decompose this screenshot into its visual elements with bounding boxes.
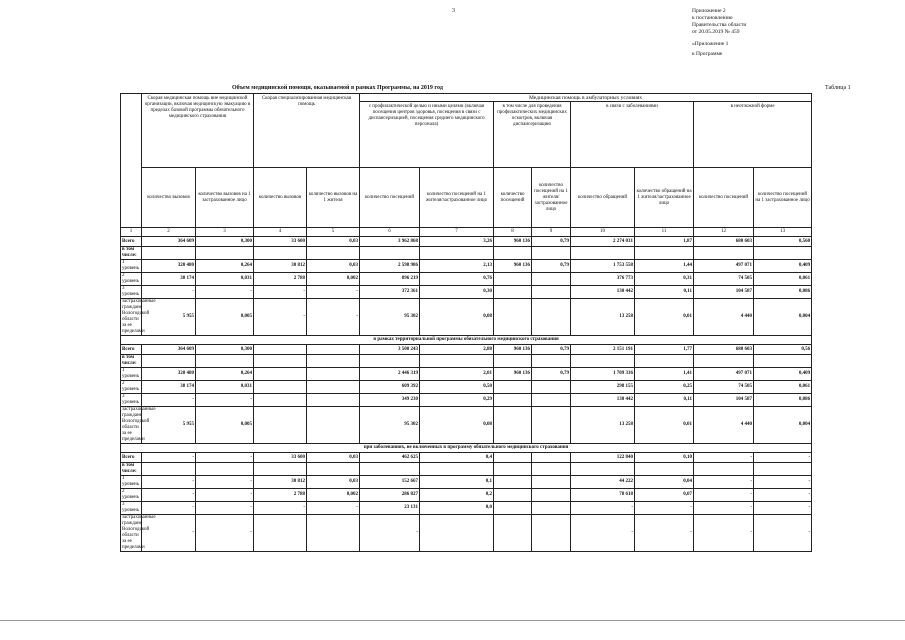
table-cell: 0,04 bbox=[635, 476, 694, 489]
row-label: 1 уровень bbox=[121, 476, 142, 489]
header-outpatient: Медицинская помощь в амбулаторных условиях bbox=[360, 94, 812, 102]
table-row bbox=[121, 394, 812, 407]
table-row bbox=[121, 273, 812, 286]
table-cell: - bbox=[754, 515, 812, 552]
table-cell: 0,002 bbox=[307, 489, 360, 502]
table-cell: 0,30 bbox=[420, 286, 494, 299]
table-cell bbox=[254, 463, 307, 476]
table-cell: 0,264 bbox=[196, 260, 254, 273]
table-cell bbox=[360, 355, 420, 368]
table-cell: 33 600 bbox=[254, 453, 307, 463]
column-number: 5 bbox=[307, 228, 360, 237]
subheader: количество вызовов bbox=[254, 168, 307, 228]
table-cell bbox=[360, 463, 420, 476]
column-number: 2 bbox=[142, 228, 196, 237]
table-cell: 376 773 bbox=[571, 273, 635, 286]
row-label: 2 уровень bbox=[121, 489, 142, 502]
table-cell: 0,4 bbox=[420, 453, 494, 463]
table-cell: 320 480 bbox=[142, 368, 196, 381]
table-cell: - bbox=[307, 299, 360, 336]
table-cell bbox=[532, 355, 571, 368]
table-cell: 364 609 bbox=[142, 237, 196, 247]
table-cell: 0,002 bbox=[307, 273, 360, 286]
header-specialized: Скорая специализированная медицинская помощь bbox=[254, 94, 360, 168]
table-number: Таблица 1 bbox=[825, 85, 851, 91]
table-cell bbox=[494, 299, 532, 336]
table-row bbox=[121, 237, 812, 247]
column-number: 9 bbox=[532, 228, 571, 237]
subheader: количество посещений на 1 жителя/застрахованное лицо bbox=[420, 168, 494, 228]
table-cell: 2,88 bbox=[420, 345, 494, 355]
subheader: количество посещений bbox=[694, 168, 754, 228]
table-cell bbox=[420, 355, 494, 368]
table-cell: 104 587 bbox=[694, 394, 754, 407]
table-cell: 104 587 bbox=[694, 286, 754, 299]
table-cell: - bbox=[307, 502, 360, 515]
row-label: 3 уровень bbox=[121, 502, 142, 515]
table-row bbox=[121, 286, 812, 299]
header-ambulance: Скорая медицинская помощь вне медицинской организации, включая медицинскую эвакуацию в пределах базовой программы обязательного медицинского страхования bbox=[142, 94, 254, 168]
appendix-line: Правительства области bbox=[692, 22, 747, 28]
table-cell: 30 812 bbox=[254, 476, 307, 489]
table-cell: 1 753 558 bbox=[571, 260, 635, 273]
table-cell: 896 219 bbox=[360, 273, 420, 286]
table-cell bbox=[142, 463, 196, 476]
column-number: 1 bbox=[121, 228, 142, 237]
table-cell bbox=[307, 463, 360, 476]
appendix-line: «Приложение 1 bbox=[692, 41, 729, 47]
table-cell: 44 222 bbox=[571, 476, 635, 489]
table-cell: 78 618 bbox=[571, 489, 635, 502]
appendix-block bbox=[692, 8, 746, 58]
table-cell: - bbox=[254, 286, 307, 299]
table-cell: - bbox=[635, 515, 694, 552]
table-cell: 130 442 bbox=[571, 394, 635, 407]
table-cell: 0,76 bbox=[420, 273, 494, 286]
row-label: Всего bbox=[121, 237, 142, 247]
column-number: 12 bbox=[694, 228, 754, 237]
table-cell: 0,10 bbox=[635, 453, 694, 463]
table-cell bbox=[494, 453, 532, 463]
document-title: Объем медицинской помощи, оказываемой в рамках Программы, на 2019 год bbox=[232, 85, 443, 91]
table-cell bbox=[142, 355, 196, 368]
table-cell: 0,560 bbox=[754, 237, 812, 247]
header-prof-exam: в том числе для проведения профилактических медицинских осмотров, включая диспансеризацию bbox=[494, 102, 571, 168]
table-cell: 0,25 bbox=[635, 381, 694, 394]
table-row bbox=[121, 515, 812, 552]
table-cell: 3 962 868 bbox=[360, 237, 420, 247]
table-cell: 0,1 bbox=[420, 476, 494, 489]
table-cell: 0,086 bbox=[754, 394, 812, 407]
table-row bbox=[121, 453, 812, 463]
table-cell: 130 442 bbox=[571, 286, 635, 299]
table-cell bbox=[494, 476, 532, 489]
table-cell: 13 258 bbox=[571, 299, 635, 336]
table-cell: 462 625 bbox=[360, 453, 420, 463]
table-cell: 298 155 bbox=[571, 381, 635, 394]
table-cell bbox=[494, 407, 532, 444]
table-cell bbox=[196, 355, 254, 368]
table-cell bbox=[694, 355, 754, 368]
table-row bbox=[121, 476, 812, 489]
table-cell: 3 500 243 bbox=[360, 345, 420, 355]
table-cell: 0,08 bbox=[420, 299, 494, 336]
table-cell bbox=[420, 463, 494, 476]
table-cell: 0,061 bbox=[754, 273, 812, 286]
row-label: в том числе: bbox=[121, 355, 142, 368]
table-cell bbox=[494, 489, 532, 502]
header-blank bbox=[121, 94, 142, 228]
table-cell bbox=[307, 355, 360, 368]
table-cell bbox=[307, 515, 360, 552]
table-cell bbox=[360, 247, 420, 260]
table-cell: 609 392 bbox=[360, 381, 420, 394]
table-cell bbox=[754, 355, 812, 368]
table-cell: 680 603 bbox=[694, 237, 754, 247]
table-cell bbox=[254, 345, 307, 355]
row-label: 2 уровень bbox=[121, 381, 142, 394]
table-cell: - bbox=[754, 489, 812, 502]
table-cell bbox=[254, 247, 307, 260]
column-number: 8 bbox=[494, 228, 532, 237]
table-cell: 0,29 bbox=[420, 394, 494, 407]
table-cell bbox=[494, 286, 532, 299]
table-cell bbox=[532, 299, 571, 336]
row-label: 3 уровень bbox=[121, 286, 142, 299]
table-cell: 1 709 336 bbox=[571, 368, 635, 381]
table-cell: - bbox=[754, 453, 812, 463]
section-heading: в рамках территориальной программы обязательного медицинского страхования bbox=[121, 336, 812, 345]
table-cell: 5 955 bbox=[142, 407, 196, 444]
table-cell bbox=[754, 247, 812, 260]
table-cell: 0,56 bbox=[754, 345, 812, 355]
table-cell: - bbox=[307, 286, 360, 299]
table-cell: 0,50 bbox=[420, 381, 494, 394]
table-cell: - bbox=[196, 453, 254, 463]
table-cell: - bbox=[196, 394, 254, 407]
table-cell bbox=[532, 381, 571, 394]
table-cell bbox=[532, 407, 571, 444]
table-cell: - bbox=[754, 476, 812, 489]
table-cell bbox=[635, 247, 694, 260]
table-cell: 2 788 bbox=[254, 489, 307, 502]
appendix-line: к Программе bbox=[692, 51, 723, 57]
section-heading: при заболеваниях, не включенных в программу обязательного медицинского страхования bbox=[121, 444, 812, 453]
table-cell bbox=[571, 247, 635, 260]
subheader: количество посещений на 1 жителя/застрахованное лицо bbox=[532, 168, 571, 228]
table-cell: - bbox=[694, 476, 754, 489]
table-cell: - bbox=[254, 502, 307, 515]
row-label: Всего bbox=[121, 453, 142, 463]
table-cell bbox=[307, 247, 360, 260]
table-cell: 0,01 bbox=[635, 407, 694, 444]
table-cell: 3,26 bbox=[420, 237, 494, 247]
table-cell: 74 505 bbox=[694, 381, 754, 394]
row-label: застрахованные граждане Вологодской области за ее пределами bbox=[122, 299, 156, 334]
table-cell: 1,44 bbox=[635, 260, 694, 273]
table-cell: 0,409 bbox=[754, 368, 812, 381]
table-cell: 30 812 bbox=[254, 260, 307, 273]
table-cell: 0,03 bbox=[307, 453, 360, 463]
table-cell: - bbox=[142, 394, 196, 407]
table-cell: 2 598 986 bbox=[360, 260, 420, 273]
table-cell: 23 131 bbox=[360, 502, 420, 515]
table-cell: 0,409 bbox=[754, 260, 812, 273]
table-cell: - bbox=[694, 453, 754, 463]
table-cell: 0,0 bbox=[420, 502, 494, 515]
table-cell: 0,300 bbox=[196, 237, 254, 247]
appendix-line: Приложение 2 bbox=[692, 8, 726, 14]
table-cell bbox=[307, 407, 360, 444]
table-cell: 320 480 bbox=[142, 260, 196, 273]
table-cell bbox=[754, 463, 812, 476]
table-cell: 4 440 bbox=[694, 299, 754, 336]
table-row bbox=[121, 368, 812, 381]
table-cell: 0,01 bbox=[635, 299, 694, 336]
table-cell bbox=[532, 247, 571, 260]
table-cell bbox=[694, 463, 754, 476]
table-cell: 286 827 bbox=[360, 489, 420, 502]
table-cell: 0,300 bbox=[196, 345, 254, 355]
table-cell: 0,03 bbox=[307, 237, 360, 247]
table-cell: 0,07 bbox=[635, 489, 694, 502]
table-cell bbox=[494, 381, 532, 394]
table-cell bbox=[196, 463, 254, 476]
subheader: количество вызовов на 1 жителя bbox=[307, 168, 360, 228]
table-cell: 13 258 bbox=[571, 407, 635, 444]
table-cell bbox=[254, 381, 307, 394]
table-cell: 2,13 bbox=[420, 260, 494, 273]
table-cell: - bbox=[142, 502, 196, 515]
table-cell: - bbox=[142, 515, 196, 552]
table-cell bbox=[196, 247, 254, 260]
column-number: 13 bbox=[754, 228, 812, 237]
table-cell bbox=[307, 381, 360, 394]
column-number: 11 bbox=[635, 228, 694, 237]
table-cell: 38 174 bbox=[142, 381, 196, 394]
table-cell: 0,11 bbox=[635, 394, 694, 407]
table-row bbox=[121, 502, 812, 515]
table-cell bbox=[254, 515, 307, 552]
table-row bbox=[121, 260, 812, 273]
column-number: 6 bbox=[360, 228, 420, 237]
table-cell: - bbox=[196, 489, 254, 502]
table-cell bbox=[694, 247, 754, 260]
table-cell: - bbox=[142, 286, 196, 299]
table-cell bbox=[635, 463, 694, 476]
table-cell: 0,031 bbox=[196, 273, 254, 286]
table-cell bbox=[254, 394, 307, 407]
row-label: в том числе: bbox=[121, 247, 142, 260]
table-cell bbox=[571, 355, 635, 368]
table-cell bbox=[494, 463, 532, 476]
table-cell: - bbox=[196, 502, 254, 515]
table-cell: - bbox=[694, 502, 754, 515]
header-urgent: в неотложной форме bbox=[694, 102, 812, 168]
table-cell bbox=[635, 355, 694, 368]
table-cell: - bbox=[196, 515, 254, 552]
table-cell bbox=[254, 407, 307, 444]
table-cell: 0,79 bbox=[532, 368, 571, 381]
table-cell bbox=[494, 273, 532, 286]
table-cell: 2 274 031 bbox=[571, 237, 635, 247]
table-cell bbox=[532, 515, 571, 552]
table-cell: - bbox=[254, 299, 307, 336]
table-cell bbox=[494, 355, 532, 368]
table-cell: 0,005 bbox=[196, 299, 254, 336]
table-cell: 1,41 bbox=[635, 368, 694, 381]
subheader: количество обращений на 1 жителя/застрахованное лицо bbox=[635, 168, 694, 228]
table-cell: 0,79 bbox=[532, 260, 571, 273]
appendix-line: от 20.05.2019 № 459 bbox=[692, 29, 740, 35]
table-cell bbox=[571, 463, 635, 476]
table-cell bbox=[532, 453, 571, 463]
table-cell: 960 136 bbox=[494, 260, 532, 273]
header-prophylactic: с профилактической целью и иными целями (включая посещения центров здоровья, посещения в связи с диспансеризацией, посещения среднего медицинского персонала) bbox=[360, 102, 494, 168]
table-cell: 2 446 319 bbox=[360, 368, 420, 381]
table-cell: 2 788 bbox=[254, 273, 307, 286]
table-cell: 0,031 bbox=[196, 381, 254, 394]
table-cell: 2 151 191 bbox=[571, 345, 635, 355]
table-cell: 680 603 bbox=[694, 345, 754, 355]
table-cell bbox=[532, 273, 571, 286]
row-label: застрахованные граждане Вологодской области за ее пределами bbox=[122, 515, 156, 550]
table-cell: 2,01 bbox=[420, 368, 494, 381]
table-cell: 960 136 bbox=[494, 368, 532, 381]
table-cell: 95 302 bbox=[360, 407, 420, 444]
volume-table bbox=[120, 93, 812, 552]
table-cell: 1,87 bbox=[635, 237, 694, 247]
table-cell: 960 136 bbox=[494, 237, 532, 247]
table-row bbox=[121, 299, 812, 336]
table-row bbox=[121, 463, 812, 476]
row-label: 3 уровень bbox=[121, 394, 142, 407]
table-cell: 0,11 bbox=[635, 286, 694, 299]
table-cell: 38 174 bbox=[142, 273, 196, 286]
table-row bbox=[121, 355, 812, 368]
table-cell: - bbox=[571, 515, 635, 552]
table-cell: 74 505 bbox=[694, 273, 754, 286]
table-cell: - bbox=[694, 515, 754, 552]
column-number: 10 bbox=[571, 228, 635, 237]
table-cell: 0,005 bbox=[196, 407, 254, 444]
table-row bbox=[121, 489, 812, 502]
table-cell: 0,2 bbox=[420, 489, 494, 502]
table-cell: 0,03 bbox=[307, 260, 360, 273]
table-cell: 152 667 bbox=[360, 476, 420, 489]
table-cell: 5 955 bbox=[142, 299, 196, 336]
row-label: 1 уровень bbox=[121, 260, 142, 273]
header-disease: в связи с заболеваниями bbox=[571, 102, 694, 168]
subheader: количество обращений bbox=[571, 168, 635, 228]
subheader: количество посещений на 1 застрахованное лицо bbox=[754, 168, 812, 228]
table-cell: 0,004 bbox=[754, 407, 812, 444]
table-cell bbox=[142, 247, 196, 260]
subheader: количество посещений bbox=[360, 168, 420, 228]
table-cell: - bbox=[142, 453, 196, 463]
table-cell: 122 840 bbox=[571, 453, 635, 463]
subheader: количество вызовов на 1 застрахованное лицо bbox=[196, 168, 254, 228]
table-cell: - bbox=[360, 515, 420, 552]
table-cell: - bbox=[694, 489, 754, 502]
column-number: 7 bbox=[420, 228, 494, 237]
table-cell: 4 440 bbox=[694, 407, 754, 444]
table-cell: 0,08 bbox=[420, 407, 494, 444]
row-label: 1 уровень bbox=[121, 368, 142, 381]
table-row bbox=[121, 381, 812, 394]
table-row bbox=[121, 345, 812, 355]
table-cell: 95 302 bbox=[360, 299, 420, 336]
table-cell: 349 230 bbox=[360, 394, 420, 407]
row-label: 2 уровень bbox=[121, 273, 142, 286]
bottom-rule bbox=[0, 620, 905, 621]
table-cell bbox=[307, 345, 360, 355]
table-cell bbox=[420, 247, 494, 260]
table-cell bbox=[307, 368, 360, 381]
table-cell: 0,79 bbox=[532, 345, 571, 355]
table-cell: 497 071 bbox=[694, 368, 754, 381]
table-cell: 0,061 bbox=[754, 381, 812, 394]
table-cell: 0,79 bbox=[532, 237, 571, 247]
row-label: застрахованные граждане Вологодской области за ее пределами bbox=[122, 407, 156, 442]
table-cell: 0,004 bbox=[754, 299, 812, 336]
table-cell: 497 071 bbox=[694, 260, 754, 273]
table-cell: - bbox=[635, 502, 694, 515]
column-number: 4 bbox=[254, 228, 307, 237]
table-cell: 0,264 bbox=[196, 368, 254, 381]
page-number: 3 bbox=[452, 8, 455, 14]
table-cell: - bbox=[142, 476, 196, 489]
table-cell bbox=[254, 368, 307, 381]
table-cell: 0,03 bbox=[307, 476, 360, 489]
table-cell: 364 609 bbox=[142, 345, 196, 355]
table-cell bbox=[532, 286, 571, 299]
table-cell: - bbox=[142, 489, 196, 502]
table-cell: 0,31 bbox=[635, 273, 694, 286]
table-cell: 1,77 bbox=[635, 345, 694, 355]
table-cell bbox=[532, 463, 571, 476]
table-row bbox=[121, 247, 812, 260]
subheader: количество вызовов bbox=[142, 168, 196, 228]
table-cell bbox=[494, 502, 532, 515]
table-cell: - bbox=[196, 476, 254, 489]
table-cell bbox=[254, 355, 307, 368]
table-cell bbox=[532, 476, 571, 489]
table-cell bbox=[532, 502, 571, 515]
column-number: 3 bbox=[196, 228, 254, 237]
table-cell bbox=[494, 515, 532, 552]
table-cell bbox=[532, 489, 571, 502]
table-cell: 960 136 bbox=[494, 345, 532, 355]
row-label: в том числе: bbox=[121, 463, 142, 476]
table-cell: 0,086 bbox=[754, 286, 812, 299]
table-cell: - bbox=[571, 502, 635, 515]
table-cell bbox=[532, 394, 571, 407]
table-cell bbox=[494, 394, 532, 407]
table-cell: 372 361 bbox=[360, 286, 420, 299]
table-cell: - bbox=[754, 502, 812, 515]
table-cell bbox=[307, 394, 360, 407]
appendix-line: к постановлению bbox=[692, 15, 733, 21]
table-row bbox=[121, 407, 812, 444]
subheader: количество посещений bbox=[494, 168, 532, 228]
table-cell bbox=[494, 247, 532, 260]
row-label: Всего bbox=[121, 345, 142, 355]
table-cell: - bbox=[196, 286, 254, 299]
table-cell: 33 600 bbox=[254, 237, 307, 247]
table-cell bbox=[420, 515, 494, 552]
